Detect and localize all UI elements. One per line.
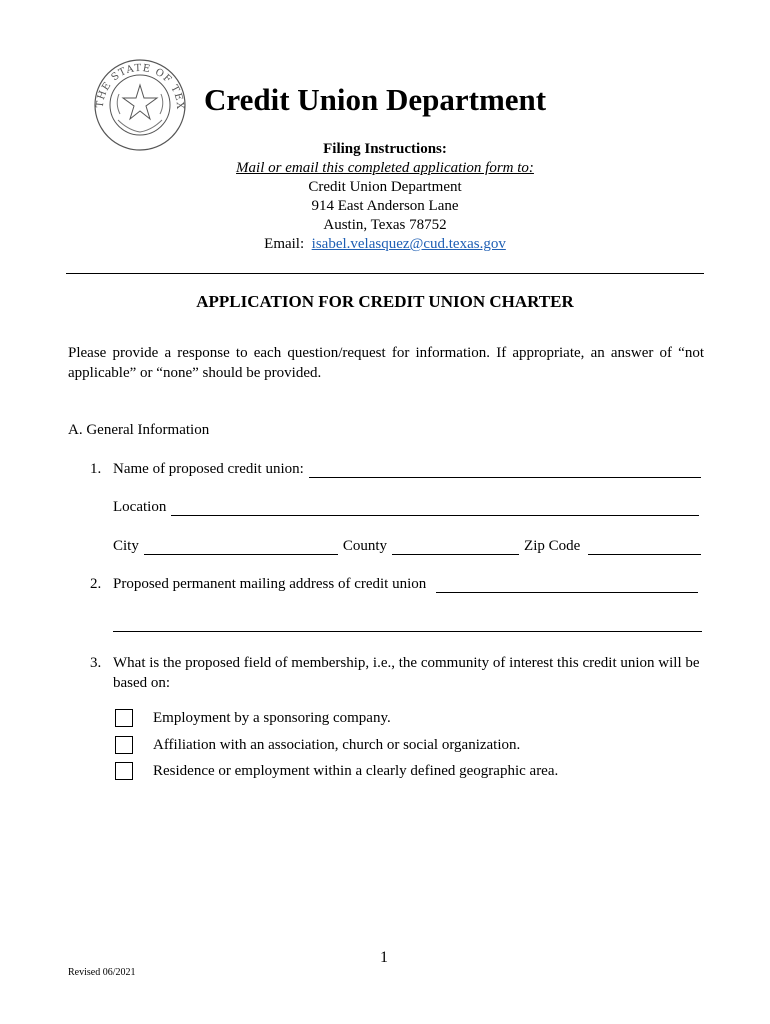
q3-line-2: based on:: [113, 675, 171, 691]
filing-instruction: Mail or email this completed application form to:: [236, 160, 534, 176]
svg-text:THE STATE OF TEXAS: [93, 58, 185, 110]
texas-state-seal: [93, 58, 187, 152]
option-residence-label: Residence or employment within a clearly defined geographic area.: [153, 762, 559, 779]
q3-line-1: What is the proposed field of membership, i.e., the community of interest this credit union will be: [113, 655, 700, 671]
county-field[interactable]: [392, 539, 519, 555]
section-a-heading: A. General Information: [68, 422, 210, 438]
q2-label: Proposed permanent mailing address of credit union: [113, 576, 427, 592]
option-affiliation-label: Affiliation with an association, church or social organization.: [153, 736, 521, 753]
divider: [66, 273, 704, 274]
mailing-address-field-2[interactable]: [113, 631, 702, 632]
location-field[interactable]: [171, 500, 699, 516]
question-2: [90, 576, 698, 593]
question-3: [90, 653, 700, 693]
location-row: [113, 499, 699, 516]
city-label: City: [113, 538, 139, 554]
credit-union-name-field[interactable]: [309, 462, 701, 478]
address-line-2: 914 East Anderson Lane: [311, 198, 459, 214]
address-line-1: Credit Union Department: [308, 179, 462, 195]
county-label: County: [342, 538, 388, 554]
location-label: Location: [113, 499, 167, 515]
residence-checkbox[interactable]: [115, 762, 133, 780]
question-1: [90, 461, 701, 478]
zip-field[interactable]: [588, 539, 701, 555]
option-employment[interactable]: [115, 709, 391, 727]
email-link[interactable]: isabel.velasquez@cud.texas.gov: [311, 236, 506, 252]
q1-number: 1.: [90, 461, 102, 477]
q2-number: 2.: [90, 576, 102, 592]
seal-text: THE STATE OF TEX: [94, 62, 186, 110]
intro-text: Please provide a response to each question/request for information. If appropriate, an answer of “not applicable” or “none” should be provided.: [68, 345, 704, 381]
q1-label: Name of proposed credit union:: [113, 461, 304, 477]
application-title: APPLICATION FOR CREDIT UNION CHARTER: [196, 292, 574, 311]
option-affiliation[interactable]: [115, 736, 520, 754]
employment-checkbox[interactable]: [115, 709, 133, 727]
address-line-3: Austin, Texas 78752: [323, 217, 447, 233]
email-line: [0, 235, 770, 254]
revised-date: Revised 06/2021: [68, 967, 136, 978]
zip-label: Zip Code: [524, 538, 581, 554]
department-title: Credit Union Department: [204, 82, 547, 117]
email-label: Email:: [264, 236, 305, 252]
q3-number: 3.: [90, 655, 102, 671]
filing-heading: Filing Instructions:: [323, 141, 447, 157]
city-field[interactable]: [144, 539, 338, 555]
affiliation-checkbox[interactable]: [115, 736, 133, 754]
option-employment-label: Employment by a sponsoring company.: [153, 709, 391, 726]
page-number: 1: [380, 949, 388, 966]
city-county-zip-row: [113, 538, 701, 555]
filing-instructions: [0, 140, 770, 254]
option-residence[interactable]: [115, 762, 558, 780]
mailing-address-field[interactable]: [436, 577, 698, 593]
